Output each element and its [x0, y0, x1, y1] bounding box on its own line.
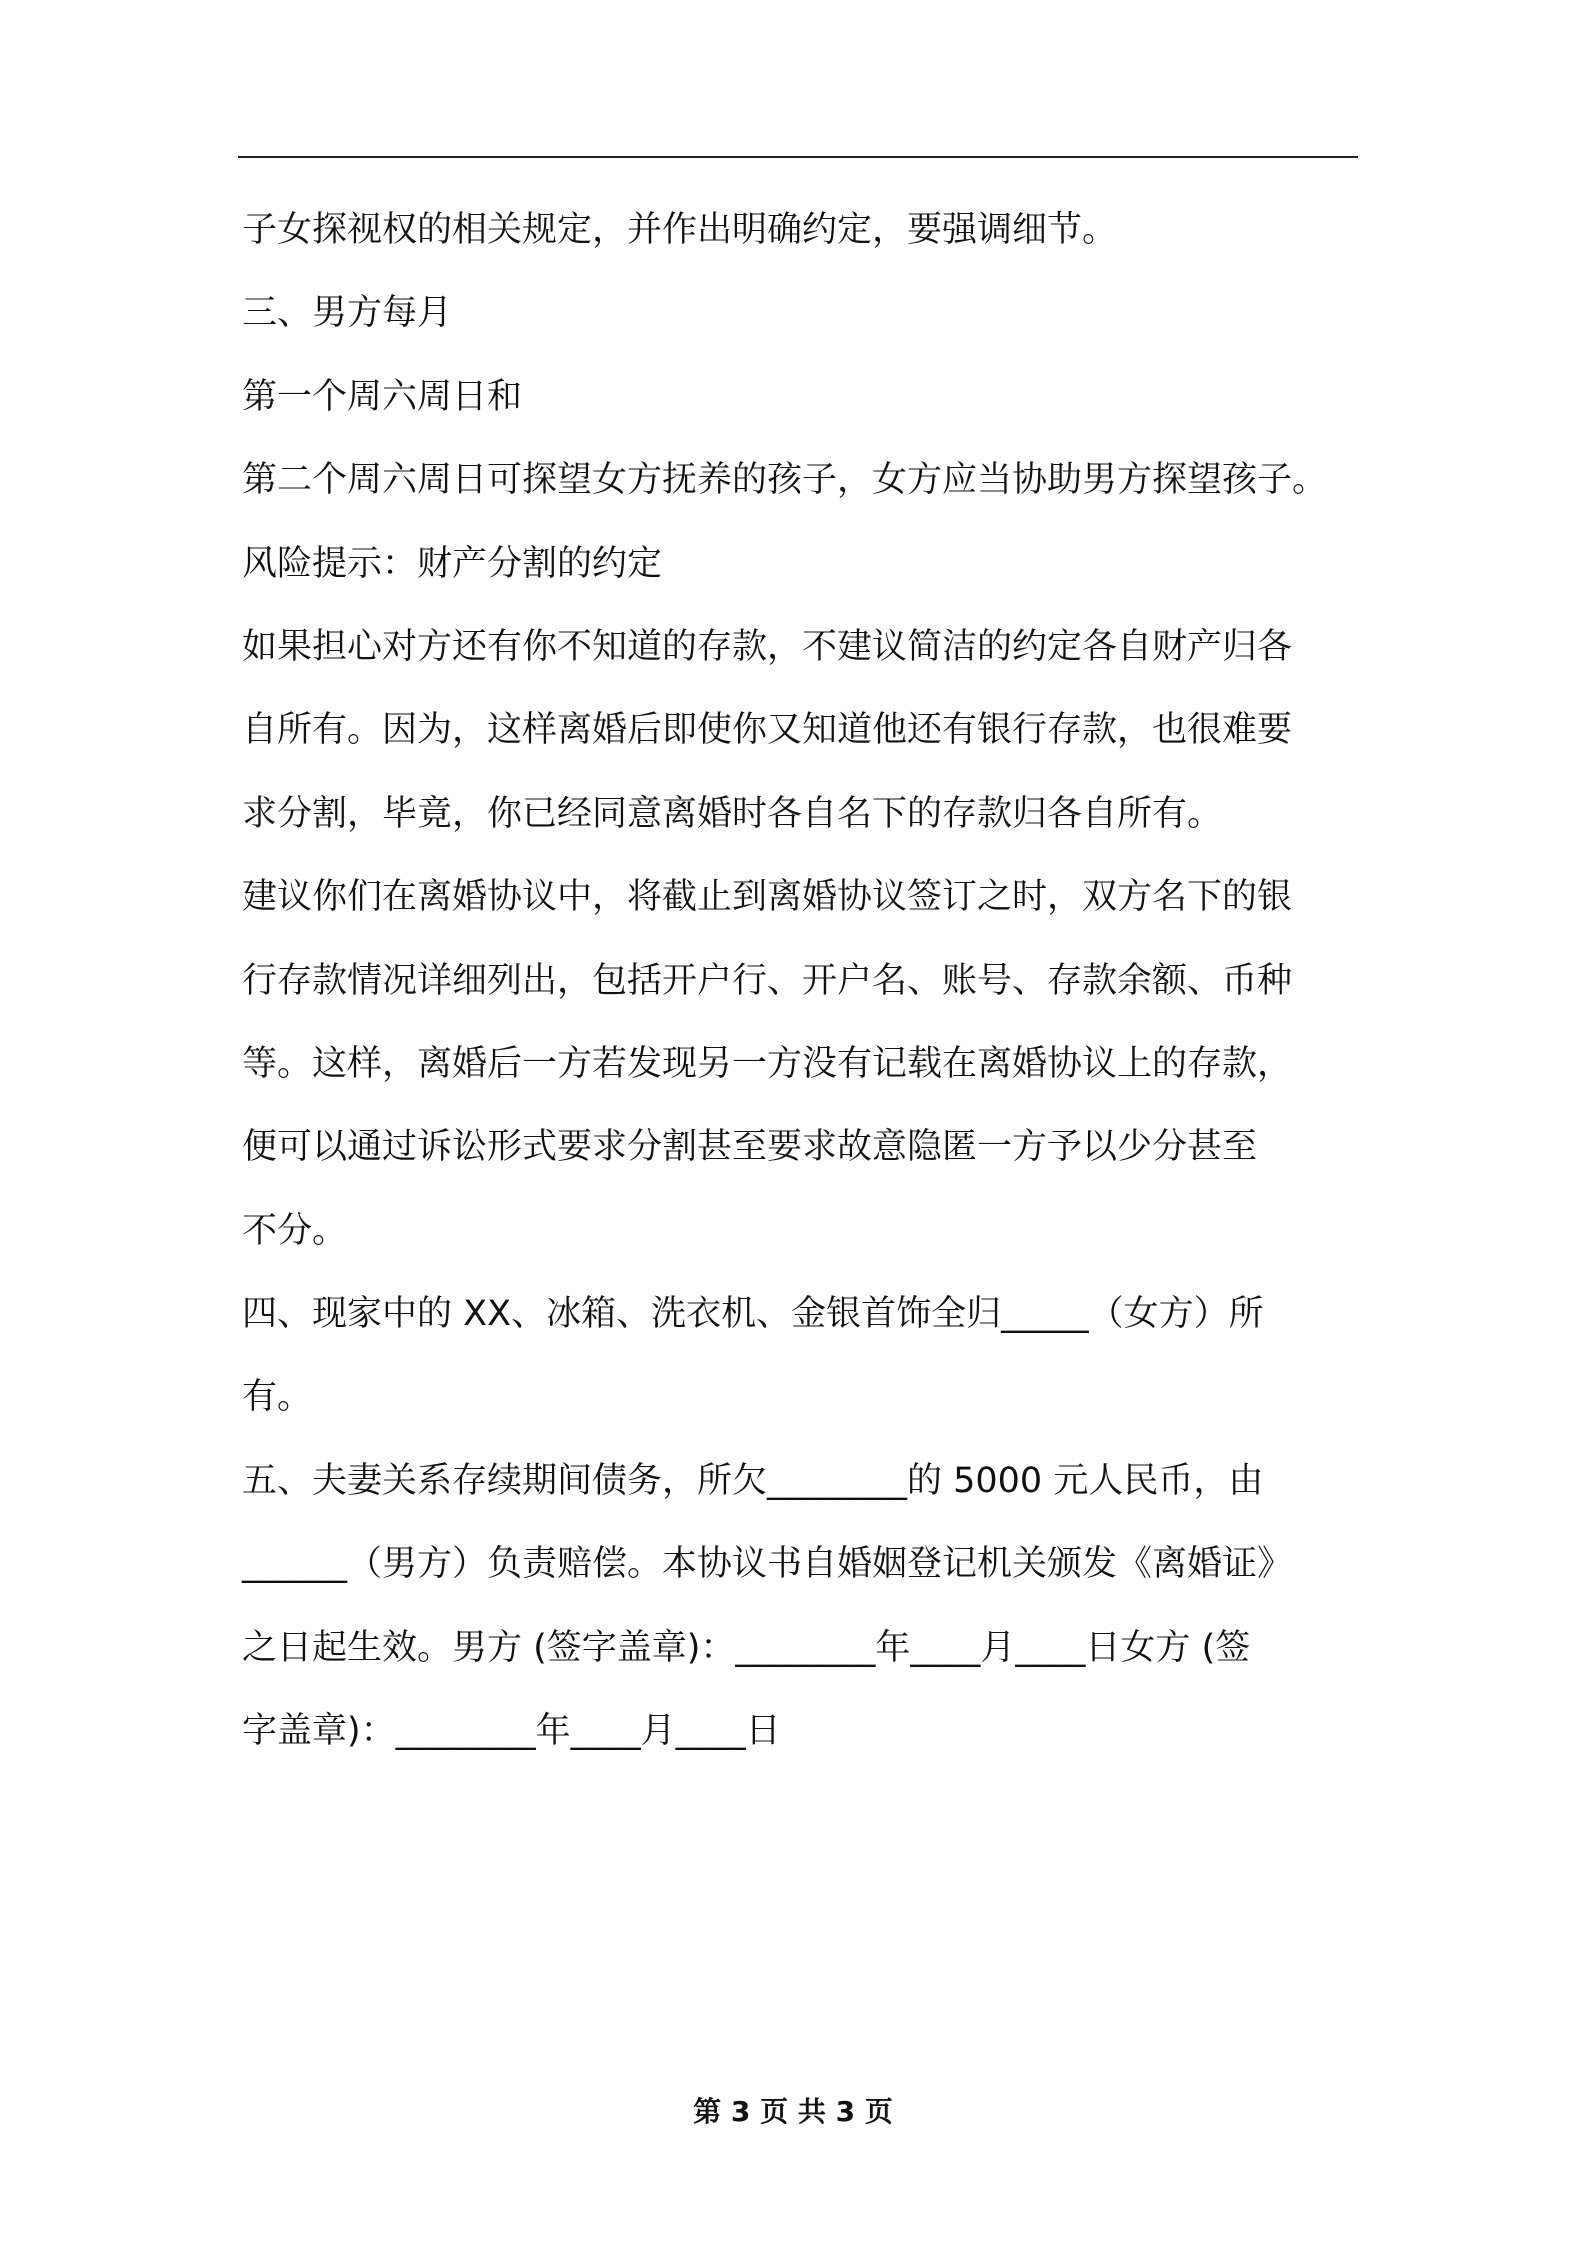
text-line: 便可以通过诉讼形式要求分割甚至要求故意隐匿一方予以少分甚至 — [242, 1127, 1258, 1168]
text-line: 等。这样，离婚后一方若发现另一方没有记载在离婚协议上的存款， — [242, 1043, 1293, 1084]
text-line: 建议你们在离婚协议中，将截止到离婚协议签订之时，双方名下的银 — [242, 877, 1293, 918]
text-line: 之日起生效。男方 (签字盖章)：________年____月____日女方 (签 — [242, 1627, 1251, 1668]
header-rule — [238, 156, 1358, 158]
text-line: 有。 — [242, 1377, 313, 1418]
text-line: 字盖章)：________年____月____日 — [242, 1711, 781, 1752]
text-line: 风险提示：财产分割的约定 — [242, 543, 663, 584]
text-line: 子女探视权的相关规定，并作出明确约定，要强调细节。 — [242, 210, 1118, 250]
text-line: 三、男方每月 — [242, 293, 453, 334]
text-line: 不分。 — [242, 1210, 348, 1251]
text-line: 如果担心对方还有你不知道的存款，不建议简洁的约定各自财产归各 — [242, 626, 1293, 667]
text-line: 行存款情况详细列出，包括开户行、开户名、账号、存款余额、币种 — [242, 960, 1293, 1001]
page-number: 第 3 页 共 3 页 — [693, 2095, 893, 2128]
text-line: 五、夫妻关系存续期间债务，所欠________的 5000 元人民币，由 — [242, 1460, 1264, 1501]
text-line: 求分割，毕竟，你已经同意离婚时各自名下的存款归各自所有。 — [242, 793, 1223, 834]
document-body — [242, 195, 1372, 1779]
text-line: 第一个周六周日和 — [242, 376, 523, 417]
text-line: 第二个周六周日可探望女方抚养的孩子，女方应当协助男方探望孩子。 — [242, 460, 1328, 501]
text-line: ______（男方）负责赔偿。本协议书自婚姻登记机关颁发《离婚证》 — [242, 1544, 1293, 1585]
text-line: 四、现家中的 XX、冰箱、洗衣机、金银首饰全归_____（女方）所 — [242, 1294, 1264, 1335]
text-line: 自所有。因为，这样离婚后即使你又知道他还有银行存款，也很难要 — [242, 710, 1293, 751]
